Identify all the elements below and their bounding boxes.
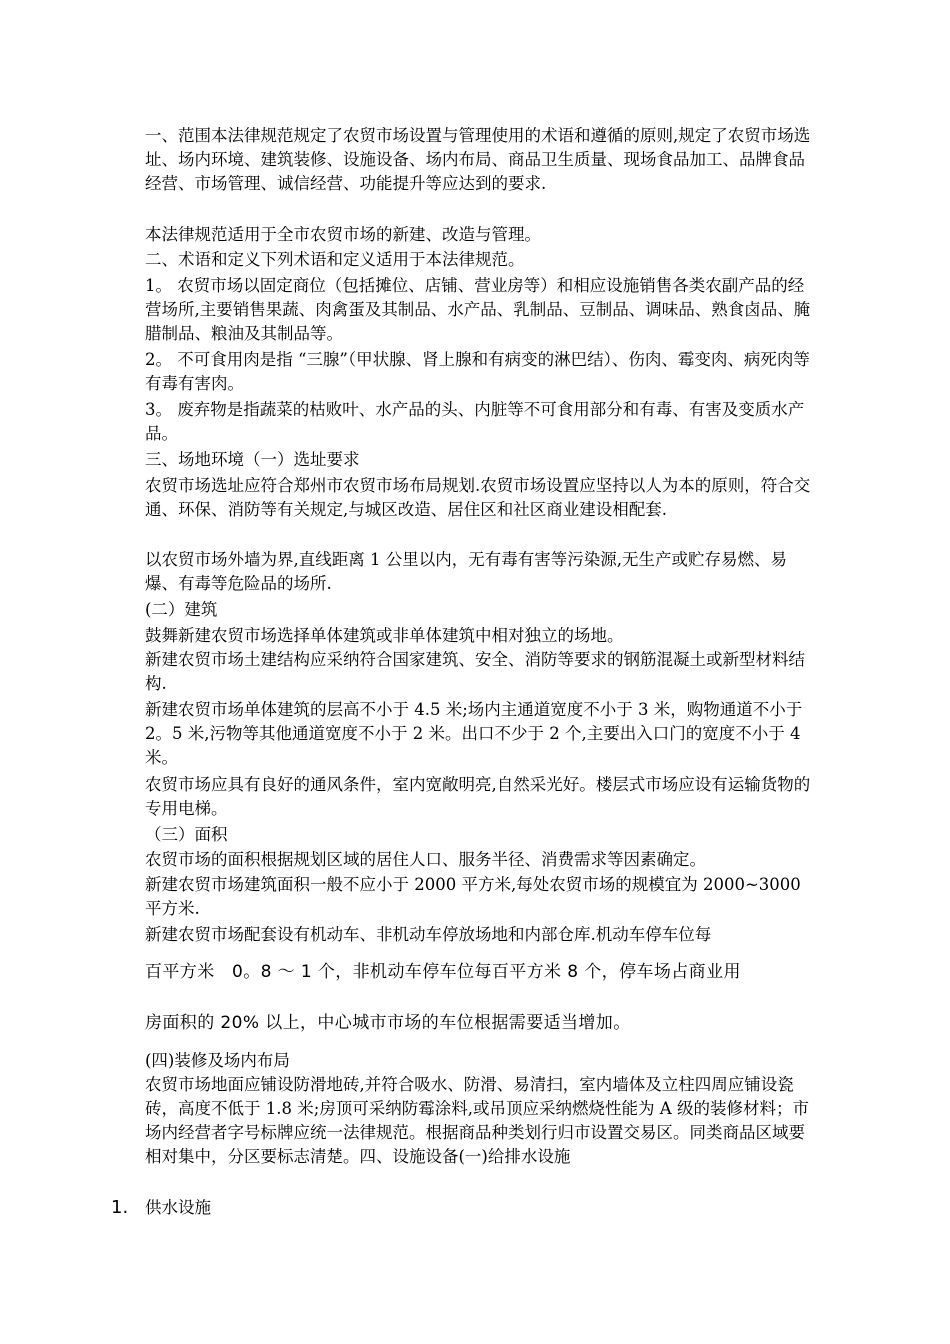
paragraph-building-site: 鼓舞新建农贸市场选择单体建筑或非单体建筑中相对独立的场地。 [145,626,624,645]
paragraph-area-factors: 农贸市场的面积根据规划区域的居住人口、服务半径、消费需求等因素确定。 [145,850,706,869]
list-item-number: 1. [111,1197,129,1218]
paragraph-scope: 一、范围本法律规范规定了农贸市场设置与管理使用的术语和遵循的原则,规定了农贸市场选址、场内环境、建筑装修、设施设备、场内布局、商品卫生质量、现场食品加工、品牌食品经营、市场管理、诚信经营、功能提升等应达到的要求. [145,126,811,193]
paragraph-site-distance: 以农贸市场外墙为界,直线距离 1 公里以内，无有毒有害等污染源,无生产或贮存易燃、易爆、有毒等危险品的场所. [145,550,787,593]
paragraph-site-heading: 三、场地环境（一）选址要求 [145,450,360,469]
paragraph-parking-line-1: 新建农贸市场配套设有机动车、非机动车停放场地和内部仓库.机动车停车位每 [145,925,712,944]
paragraph-decoration-heading: (四)装修及场内布局 [145,1051,290,1070]
paragraph-building-heading: (二）建筑 [145,600,218,619]
list-item-text: 供水设施 [145,1198,211,1217]
paragraph-term-3: 3。 废弃物是指蔬菜的枯败叶、水产品的头、内脏等不可食用部分和有毒、有害及变质水产品。 [145,400,805,443]
paragraph-decoration-body: 农贸市场地面应铺设防滑地砖,并符合吸水、防滑、易清扫，室内墙体及立柱四周应铺设瓷砖，高度不低于 1.8 米;房顶可采纳防霉涂料,或吊顶应采纳燃烧性能为 A 级的装修材料；市场内经营者字号标牌应统一法律规范。根据商品种类划行归市设置交易区。同类商品区域要相对集中，分区要标志清楚。四、设施设备(一)给排水设施 [145,1075,809,1166]
paragraph-area-size: 新建农贸市场建筑面积一般不应小于 2000 平方米,每处农贸市场的规模宜为 2000~3000 平方米. [145,875,801,918]
paragraph-applicability: 本法律规范适用于全市农贸市场的新建、改造与管理。 [145,225,541,244]
paragraph-parking-line-2: 百平方米 0。8 ～ 1 个，非机动车停车位每百平方米 8 个，停车场占商业用 [145,962,741,982]
paragraph-term-1: 1。 农贸市场以固定商位（包括摊位、店铺、营业房等）和相应设施销售各类农副产品的经营场所,主要销售果蔬、肉禽蛋及其制品、水产品、乳制品、豆制品、调味品、熟食卤品、腌腊制品、粮油及其制品等。 [145,276,811,343]
paragraph-building-dimensions: 新建农贸市场单体建筑的层高不小于 4.5 米;场内主通道宽度不小于 3 米，购物通道不小于 2。5 米,污物等其他通道宽度不小于 2 米。出口不少于 2 个,主要出入口门的宽度不小于 4 米。 [145,700,803,767]
paragraph-ventilation: 农贸市场应具有良好的通风条件，室内宽敞明亮,自然采光好。楼层式市场应设有运输货物的专用电梯。 [145,775,811,818]
paragraph-term-2: 2。 不可食用肉是指 “三腺”（甲状腺、肾上腺和有病变的淋巴结）、伤肉、霉变肉、病死肉等有毒有害肉。 [145,350,810,393]
paragraph-building-structure: 新建农贸市场土建结构应采纳符合国家建筑、安全、消防等要求的钢筋混凝土或新型材料结构. [145,650,805,693]
paragraph-terms-heading: 二、术语和定义下列术语和定义适用于本法律规范。 [145,250,525,269]
paragraph-site-planning: 农贸市场选址应符合郑州市农贸市场布局规划.农贸市场设置应坚持以人为本的原则，符合交通、环保、消防等有关规定,与城区改造、居住区和社区商业建设相配套. [145,476,811,519]
paragraph-parking-line-3: 房面积的 20% 以上，中心城市市场的车位根据需要适当增加。 [145,1013,631,1033]
paragraph-area-heading: （三）面积 [145,825,228,844]
